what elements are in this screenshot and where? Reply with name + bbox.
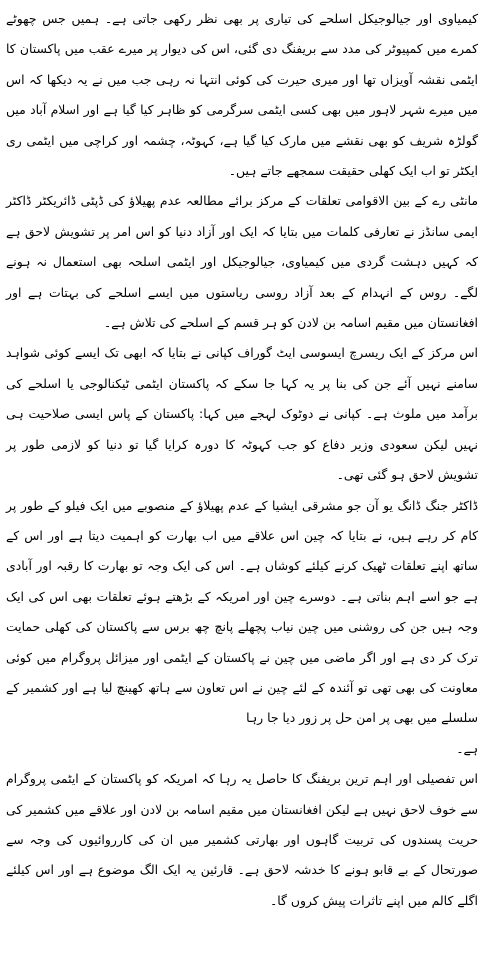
paragraph-amy-sands: مانٹی رے کے بین الاقوامی تعلقات کے مرکز برائے مطالعہ عدم پھیلاؤ کی ڈپٹی ڈائریکٹر ڈاکٹر ایمی سانڈز نے تعارفی کلمات میں بتایا کہ ایک اور آزاد دنیا کو اس امر پر تشویش لاحق ہے کہ کہیں دہشت گردی میں کیمیاوی، جیالوجیکل اور ایٹمی اسلحہ بھی استعمال نہ ہونے لگے۔ روس کے انہدام کے بعد آزاد روسی ریاستوں میں ایسے اسلحے کی بہتات ہے اور افغانستان میں مقیم اسامہ بن لادن کو ہر قسم کے اسلحے کی تلاش ہے۔: [6, 193, 478, 331]
paragraph-jing-dong-yuan: ڈاکٹر جنگ ڈانگ یو آن جو مشرقی ایشیا کے عدم پھیلاؤ کے منصوبے میں ایک فیلو کے طور پر کام کر رہے ہیں، نے بتایا کہ چین اس علاقے میں اب بھارت کو اہمیت دیتا ہے اور اس کے ساتھ اپنے تعلقات ٹھیک کرنے کیلئے کوشاں ہے۔ اس کی ایک وجہ تو بھارت کا رقبہ اور آبادی ہے جو اسے اہم بناتی ہے۔ دوسرے چین اور امریکہ کے بڑھتے ہوئے تعلقات بھی اس کی ایک وجہ ہیں جن کی روشنی میں چین نیاب پچھلے پانچ چھ برس سے پاکستان کی کھلی حمایت ترک کر دی ہے اور اگر ماضی میں چین نے پاکستان کے ایٹمی اور میزائل پروگرام میں کوئی معاونت کی بھی تھی تو آئندہ کے لئے چین نے اس تعاون سے ہاتھ کھینچ لیا ہے اور کشمیر کے سلسلے میں بھی پر امن حل پر زور دیا جا رہا: [6, 497, 478, 726]
paragraph-gaurav-kampani: اس مرکز کے ایک ریسرچ ایسوسی ایٹ گوراف کپانی نے بتایا کہ ابھی تک ایسے کوئی شواہد سامنے نہیں آئے جن کی بنا پر یہ کہا جا سکے کہ پاکستان ایٹمی ٹیکنالوجی یا اسلحے کی برآمد میں ملوث ہے۔ کپانی نے دوٹوک لہجے میں کہا: پاکستان کے پاس ایسی صلاحیت ہی نہیں لیکن سعودی وزیر دفاع کو جب کہوٹہ کا دورہ کرایا گیا تو دنیا کو لازمی طور پر تشویش لاحق ہو گئی تھی۔: [6, 345, 478, 483]
paragraph-briefing-room: کیمیاوی اور جیالوجیکل اسلحے کی تیاری پر بھی نظر رکھی جاتی ہے۔ ہمیں جس چھوٹے کمرے میں کمپیوٹر کی مدد سے بریفنگ دی گئی، اس کی دیوار پر میرے عقب میں پاکستان کا ایٹمی نقشہ آویزاں تھا اور میری حیرت کی کوئی انتہا نہ رہی جب میں نے یہ دیکھا کہ اس میں میرے شہر لاہور میں بھی کسی ایٹمی سرگرمی کو ظاہر کیا گیا ہے اور اسلام آباد میں گولڑہ شریف کو بھی نقشے میں مارک کیا گیا ہے، کہوٹہ، چشمہ اور کراچی میں ایٹمی ری ایکٹر تو اب ایک کھلی حقیقت سمجھے جاتے ہیں۔: [6, 11, 478, 179]
paragraph-conclusion: اس تفصیلی اور اہم ترین بریفنگ کا حاصل یہ رہا کہ امریکہ کو پاکستان کے ایٹمی پروگرام سے خوف لاحق نہیں ہے لیکن افغانستان میں مقیم اسامہ بن لادن اور علاقے میں کشمیر کی حریت پسندوں کی تربیت گاہوں اور بھارتی کشمیر میں ان کی کارروائیوں کی وجہ سے صورتحال کے بے قابو ہونے کا خدشہ لاحق ہے۔ قارئین یہ ایک الگ موضوع ہے اور اس کیلئے اگلے کالم میں اپنے تاثرات پیش کروں گا۔: [6, 771, 478, 908]
article-body: [6, 4, 478, 916]
paragraph-dangling-word: ہے۔: [456, 740, 478, 756]
